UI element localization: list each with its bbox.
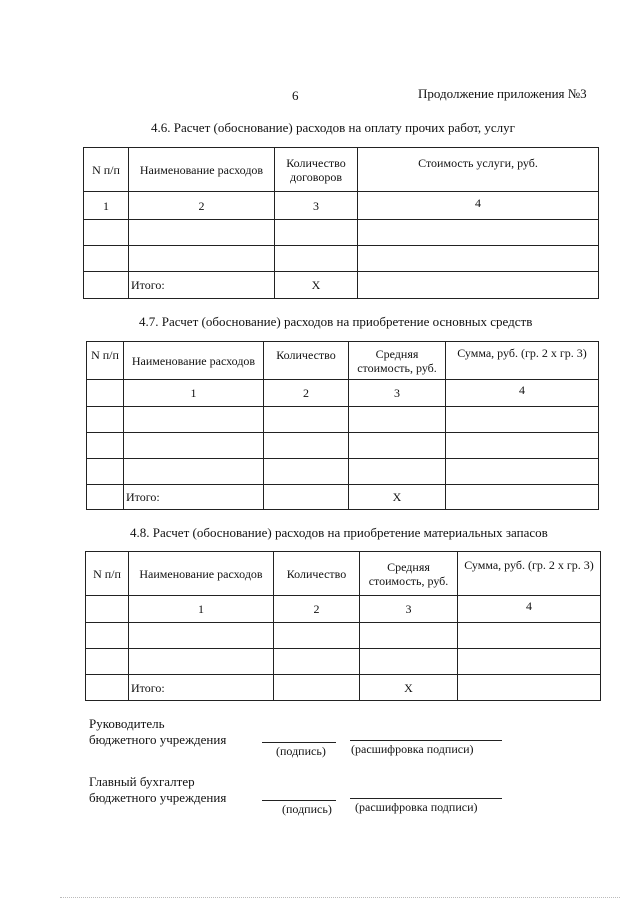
table-cell (84, 246, 129, 272)
column-number-row (87, 380, 599, 407)
total-row (86, 675, 601, 701)
col-header: Количество договоров (275, 148, 358, 192)
total-label: Итого: (129, 272, 275, 299)
accountant-decode-line (350, 798, 502, 799)
table-4-7 (86, 341, 599, 510)
table-cell (358, 272, 599, 299)
table-cell (458, 623, 601, 649)
accountant-signature-label (89, 774, 226, 806)
table-cell (264, 407, 349, 433)
table-cell (274, 649, 360, 675)
head-signature-label (89, 716, 226, 748)
total-row (84, 272, 599, 299)
total-label: Итого: (129, 675, 274, 701)
accountant-decode-caption: (расшифровка подписи) (355, 800, 478, 814)
table-row (87, 433, 599, 459)
table-row (84, 220, 599, 246)
col-header: Наименование расходов (129, 148, 275, 192)
table-cell (358, 220, 599, 246)
col-number: 1 (124, 380, 264, 407)
table-cell (86, 675, 129, 701)
table-cell (458, 649, 601, 675)
table-cell (446, 485, 599, 510)
table-cell (275, 246, 358, 272)
col-number: 3 (349, 380, 446, 407)
table-cell (86, 596, 129, 623)
head-signature-line (262, 742, 336, 743)
col-number: 2 (129, 192, 275, 220)
col-header: N п/п (86, 552, 129, 596)
head-title: Руководитель (89, 716, 165, 731)
table-cell (129, 623, 274, 649)
table-cell (358, 246, 599, 272)
col-number: 2 (264, 380, 349, 407)
accountant-sign-caption: (подпись) (282, 802, 332, 816)
page-number: 6 (292, 88, 299, 103)
table-cell (84, 272, 129, 299)
table-4-8 (85, 551, 601, 701)
col-number: 1 (84, 192, 129, 220)
col-header: Наименование расходов (129, 552, 274, 596)
column-number-row (84, 192, 599, 220)
col-header: Средняя стоимость, руб. (360, 552, 458, 596)
table-cell (124, 433, 264, 459)
head-decode-line (350, 740, 502, 741)
table-cell (349, 459, 446, 485)
table-cell (86, 623, 129, 649)
col-header: Наименование расходов (124, 342, 264, 380)
table-cell (360, 623, 458, 649)
table-cell (274, 623, 360, 649)
col-number: 3 (275, 192, 358, 220)
table-cell (87, 433, 124, 459)
section-title-4-8: 4.8. Расчет (обоснование) расходов на приобретение материальных запасов (130, 525, 548, 540)
table-cell (87, 485, 124, 510)
col-header: Количество (264, 342, 349, 380)
total-mark: X (275, 272, 358, 299)
col-number: 1 (129, 596, 274, 623)
table-header-row (86, 552, 601, 596)
table-row (84, 246, 599, 272)
table-cell (275, 220, 358, 246)
section-title-4-7: 4.7. Расчет (обоснование) расходов на приобретение основных средств (139, 314, 533, 329)
table-cell (87, 407, 124, 433)
accountant-institution: бюджетного учреждения (89, 790, 227, 805)
col-header: Сумма, руб. (гр. 2 x гр. 3) (446, 342, 599, 380)
table-cell (264, 459, 349, 485)
table-cell (124, 459, 264, 485)
col-header: Сумма, руб. (гр. 2 x гр. 3) (458, 552, 601, 596)
table-row (86, 649, 601, 675)
table-cell (446, 407, 599, 433)
table-cell (124, 407, 264, 433)
col-number: 2 (274, 596, 360, 623)
table-row (87, 459, 599, 485)
table-cell (264, 485, 349, 510)
col-header: Количество (274, 552, 360, 596)
table-4-6 (83, 147, 599, 299)
col-header: N п/п (87, 342, 124, 380)
head-institution: бюджетного учреждения (89, 732, 227, 747)
table-cell (446, 459, 599, 485)
table-cell (87, 380, 124, 407)
table-cell (129, 220, 275, 246)
table-cell (446, 433, 599, 459)
head-sign-caption: (подпись) (276, 744, 326, 758)
appendix-label: Продолжение приложения №3 (418, 86, 587, 101)
total-mark: X (360, 675, 458, 701)
col-number: 4 (458, 596, 601, 623)
total-mark: X (349, 485, 446, 510)
total-row (87, 485, 599, 510)
col-number: 3 (360, 596, 458, 623)
total-label: Итого: (124, 485, 264, 510)
table-cell (458, 675, 601, 701)
column-number-row (86, 596, 601, 623)
col-number: 4 (446, 380, 599, 407)
col-header: Стоимость услуги, руб. (358, 148, 599, 192)
table-header-row (84, 148, 599, 192)
table-cell (84, 220, 129, 246)
table-header-row (87, 342, 599, 380)
scan-artifact (60, 897, 620, 898)
table-cell (129, 649, 274, 675)
col-number: 4 (358, 192, 599, 220)
accountant-signature-line (262, 800, 336, 801)
section-title-4-6: 4.6. Расчет (обоснование) расходов на оплату прочих работ, услуг (151, 120, 515, 135)
table-cell (87, 459, 124, 485)
table-cell (264, 433, 349, 459)
head-decode-caption: (расшифровка подписи) (351, 742, 474, 756)
table-row (87, 407, 599, 433)
table-cell (274, 675, 360, 701)
col-header: N п/п (84, 148, 129, 192)
table-cell (349, 433, 446, 459)
table-cell (129, 246, 275, 272)
table-cell (360, 649, 458, 675)
table-cell (86, 649, 129, 675)
table-row (86, 623, 601, 649)
col-header: Средняя стоимость, руб. (349, 342, 446, 380)
table-cell (349, 407, 446, 433)
accountant-title: Главный бухгалтер (89, 774, 195, 789)
